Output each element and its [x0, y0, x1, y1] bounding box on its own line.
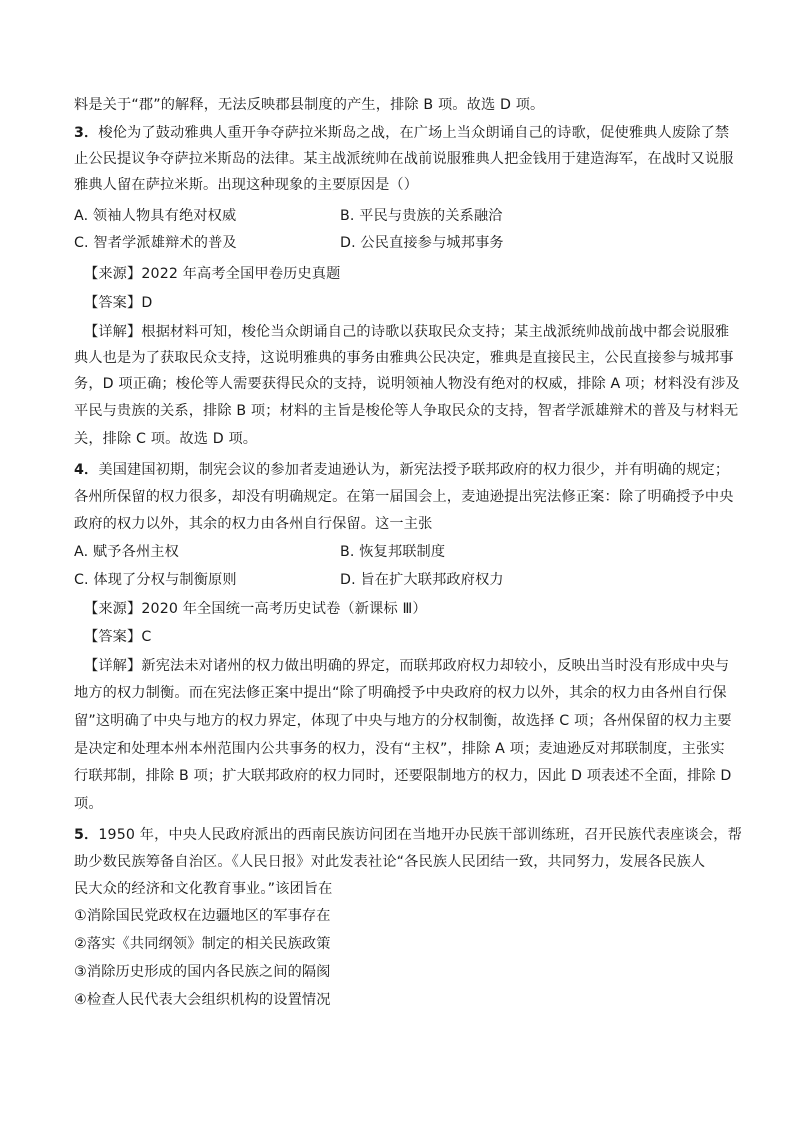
question-4-number: 4．: [74, 462, 99, 478]
question-3-stem-line-2: 止公民提议争夺萨拉米斯岛的法律。某主战派统帅在战前说服雅典人把金钱用于建造海军，在战时又说服: [74, 151, 734, 167]
question-5-stem-line-1: [74, 825, 742, 845]
question-5-statement-3: ③消除历史形成的国内各民族之间的隔阂: [74, 964, 331, 980]
question-4-explanation-line-1: 【详解】新宪法未对诸州的权力做出明确的界定，而联邦政府权力却较小，反映出当时没有形成中央与: [84, 658, 730, 674]
question-5-stem-text: 1950 年，中央人民政府派出的西南民族访问团在当地开办民族干部训练班，召开民族代表座谈会，帮: [98, 827, 742, 843]
question-3-stem-line-1: [74, 123, 729, 143]
question-4-source: 【来源】2020 年全国统一高考历史试卷（新课标 Ⅲ）: [84, 601, 427, 617]
question-5-statement-4: ④检查人民代表大会组织机构的设置情况: [74, 992, 331, 1008]
question-4-option-a: A. 赋予各州主权: [74, 544, 179, 560]
question-5-stem-line-3: 民大众的经济和文化教育事业。”该团旨在: [74, 881, 333, 897]
question-4-stem-text: 美国建国初期，制宪会议的参加者麦迪逊认为，新宪法授予联邦政府的权力很少，并有明确的规定；: [98, 462, 730, 478]
question-5-statement-1: ①消除国民党政权在边疆地区的军事存在: [74, 908, 331, 924]
question-3-option-d: D. 公民直接参与城邦事务: [340, 235, 504, 251]
question-3-explanation-line-4: 平民与贵族的关系，排除 B 项；材料的主旨是梭伦等人争取民众的支持，智者学派雄辩术的普及与材料无: [74, 403, 739, 419]
question-3-number: 3．: [74, 125, 99, 141]
question-3-option-b: B. 平民与贵族的关系融洽: [340, 208, 503, 224]
question-4-explanation-line-4: 是决定和处理本州本州范围内公共事务的权力，没有“主权”，排除 A 项；麦迪逊反对邦联制度，主张实: [74, 741, 725, 757]
question-4-answer: 【答案】C: [84, 629, 152, 645]
question-5-number: 5．: [74, 827, 99, 843]
question-4-explanation-line-2: 地方的权力制衡。而在宪法修正案中提出“除了明确授予中央政府的权力以外，其余的权力由各州自行保: [74, 685, 727, 701]
question-4-stem-line-3: 政府的权力以外，其余的权力由各州自行保留。这一主张: [74, 516, 433, 532]
question-3-explanation-line-1: 【详解】根据材料可知，梭伦当众朗诵自己的诗歌以获取民众支持；某主战派统帅战前战中都会说服雅: [84, 324, 730, 340]
question-3-option-a: A. 领袖人物具有绝对权威: [74, 208, 237, 224]
question-4-option-b: B. 恢复邦联制度: [340, 544, 446, 560]
question-4-explanation-line-6: 项。: [74, 796, 103, 812]
question-5-stem-line-2: 助少数民族筹备自治区。《人民日报》对此发表社论“各民族人民团结一致，共同努力，发展各民族人: [74, 854, 706, 870]
question-5-statement-2: ②落实《共同纲领》制定的相关民族政策: [74, 936, 331, 952]
question-3-answer: 【答案】D: [84, 295, 153, 311]
question-4-option-c: C. 体现了分权与制衡原则: [74, 572, 237, 588]
question-3-source: 【来源】2022 年高考全国甲卷历史真题: [84, 266, 341, 282]
question-3-option-c: C. 智者学派雄辩术的普及: [74, 235, 237, 251]
text-line: 料是关于“郡”的解释，无法反映郡县制度的产生，排除 B 项。故选 D 项。: [74, 97, 545, 113]
question-4-explanation-line-5: 行联邦制，排除 B 项；扩大联邦政府的权力同时，还要限制地方的权力，因此 D 项表述不全面，排除 D: [74, 768, 732, 784]
question-3-explanation-line-3: 务，D 项正确；梭伦等人需要获得民众的支持，说明领袖人物没有绝对的权威，排除 A 项；材料没有涉及: [74, 376, 740, 392]
question-3-stem-text: 梭伦为了鼓动雅典人重开争夺萨拉米斯岛之战，在广场上当众朗诵自己的诗歌，促使雅典人废除了禁: [98, 125, 730, 141]
question-3-explanation-line-2: 典人也是为了获取民众支持，这说明雅典的事务由雅典公民决定，雅典是直接民主，公民直接参与城邦事: [74, 350, 734, 366]
question-3-explanation-line-5: 关，排除 C 项。故选 D 项。: [74, 431, 258, 447]
question-4-stem-line-2: 各州所保留的权力很多，却没有明确规定。在第一届国会上，麦迪逊提出宪法修正案：除了明确授予中央: [74, 489, 734, 505]
question-3-stem-line-3: 雅典人留在萨拉米斯。出现这种现象的主要原因是（）: [74, 177, 419, 193]
question-4-explanation-line-3: 留”这明确了中央与地方的权力界定，体现了中央与地方的分权制衡，故选择 C 项；各州保留的权力主要: [74, 713, 732, 729]
question-4-option-d: D. 旨在扩大联邦政府权力: [340, 572, 504, 588]
question-4-stem-line-1: [74, 460, 729, 480]
